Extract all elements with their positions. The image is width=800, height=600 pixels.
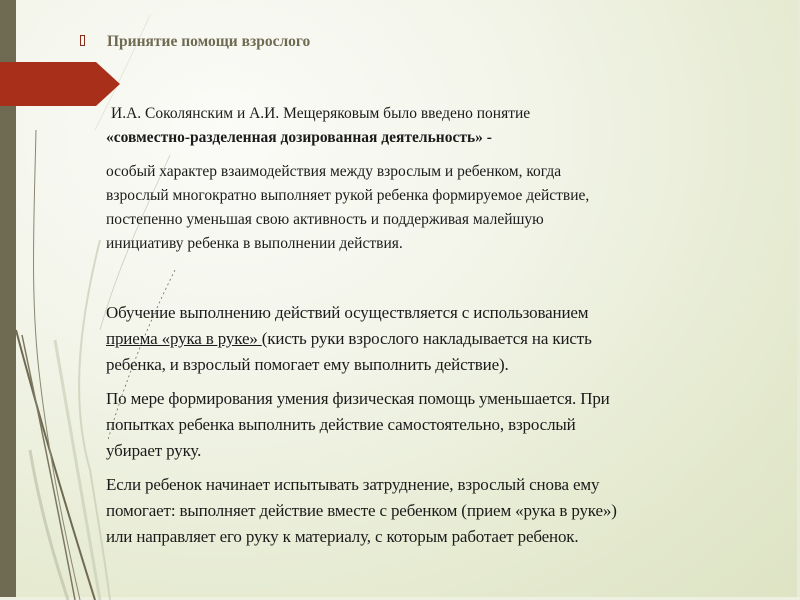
explanation-block [106,160,589,256]
paragraph3-line: или направляет его руку к материалу, с которым работает ребенок. [106,527,579,546]
red-arrow-shape [0,62,120,106]
explanation-line: инициативу ребенка в выполнении действия. [106,235,403,252]
square-bullet-icon [80,35,85,46]
paragraph2-line: По мере формирования умения физическая помощь уменьшается. При [106,389,610,408]
paragraph1-line-1: Обучение выполнению действий осуществляется с использованием [106,303,589,322]
definition-term: «совместно-разделенная дозированная деятельность» - [106,129,492,146]
definition-block [106,102,530,150]
definition-line-1: И.А. Соколянским и А.И. Мещеряковым было введено понятие [111,105,531,122]
hand-in-hand-term: приема «рука в руке» [106,329,262,348]
paragraph1-line-2-rest: (кисть руки взрослого накладывается на кисть [261,329,592,348]
paragraph2-line: попытках ребенка выполнить действие самостоятельно, взрослый [106,415,576,434]
explanation-line: постепенно уменьшая свою активность и поддерживая малейшую [106,211,544,228]
paragraph-hand-in-hand [106,300,592,378]
paragraph1-line-3: ребенка, и взрослый помогает ему выполнить действие). [106,355,509,374]
paragraph-difficulty [106,472,617,550]
paragraph3-line: помогает: выполняет действие вместе с ребенком (прием «рука в руке») [106,501,617,520]
slide-title: Принятие помощи взрослого [107,33,311,50]
paragraph1-line-2 [106,326,592,352]
paragraph3-line: Если ребенок начинает испытывать затруднение, взрослый снова ему [106,475,600,494]
paragraph-help-decreases [106,386,610,464]
explanation-line: взрослый многократно выполняет рукой ребенка формируемое действие, [106,187,590,204]
explanation-line: особый характер взаимодействия между взрослым и ребенком, когда [106,163,562,180]
paragraph2-line: убирает руку. [106,441,202,460]
